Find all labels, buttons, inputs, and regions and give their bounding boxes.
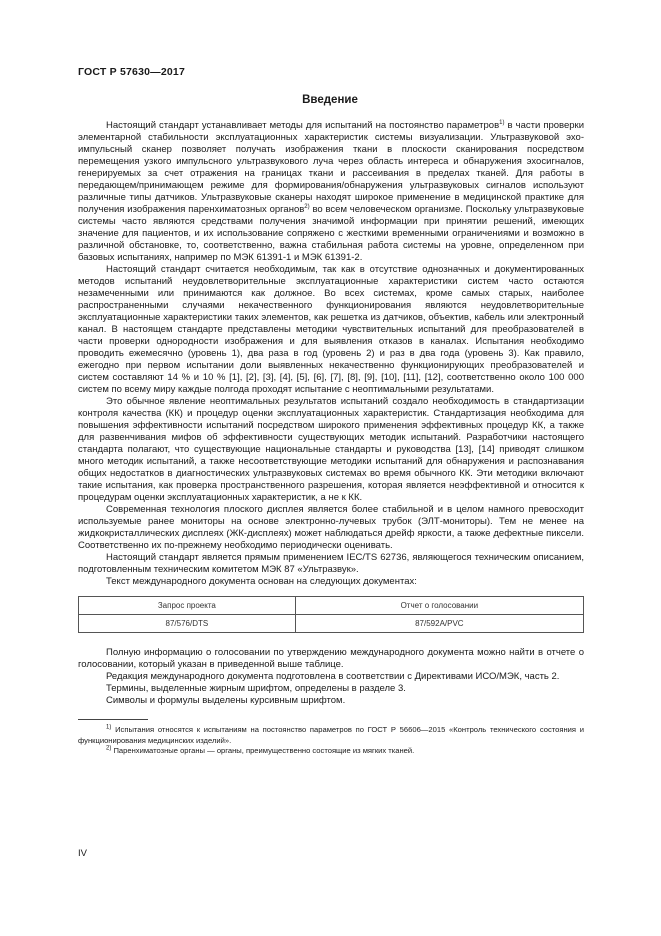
- footnote-mark: 2): [106, 745, 112, 752]
- paragraph-text: Настоящий стандарт устанавливает методы для испытаний на постоянство параметров: [106, 120, 500, 131]
- footnote-1: [78, 725, 584, 746]
- footnote-text: Паренхиматозные органы — органы, преимущественно состоящие из мягких тканей.: [111, 746, 415, 755]
- footnote-text: Испытания относятся к испытаниям на постоянство параметров по ГОСТ Р 56606—2015 «Контроль технического состояния и функционирования медицинских изделий».: [78, 725, 584, 745]
- table-cell: 87/576/DTS: [79, 615, 296, 633]
- footnote-ref-2[interactable]: 2): [304, 203, 310, 210]
- footnote-mark: 1): [106, 724, 112, 731]
- footnote-ref-1[interactable]: 1): [499, 119, 505, 126]
- paragraph-7: Полную информацию о голосовании по утверждению международного документа можно найти в отчете о голосовании, который указан в приведенной выше таблице.: [78, 647, 584, 670]
- paragraph-1: [78, 120, 584, 264]
- paragraph-8: Редакция международного документа подготовлена в соответствии с Директивами ИСО/МЭК, часть 2.: [106, 671, 560, 682]
- paragraph-2: Настоящий стандарт считается необходимым, так как в отсутствие однозначных и документированных методов испытаний неудовлетворительные эксплуатационные характеристики систем часто остаются незамеченными или принимаются как должное. Во всех системах, кроме самых старых, наиболее распространенными случаями некачественного функционирования являются неудовлетворительные эксплуатационные характеристики таких элементов, как решетка из датчиков, объектив, кабель или электронный канал. В настоящем стандарте представлены методики чувствительных испытаний для преобразователей в части проверки однородности изображения и для выявления отказов в каналах. Испытания необходимо проводить ежемесячно (уровень 1), два раза в год (уровень 2) и раз в два года (уровень 3). Как правило, ежегодно при первом испытании доли выявленных некачественно функционирующих преобразователей и систем составляют 14 % и 10 % [1], [2], [3], [4], [5], [6], [7], [8], [9], [10], [11], [12], соответственно около 100 000 систем по всему миру каждые полгода проходят испытание с неоптимальными результатами.: [78, 264, 584, 395]
- paragraph-9: Термины, выделенные жирным шрифтом, определены в разделе 3.: [106, 683, 406, 694]
- paragraph-text: в части проверки элементарной стабильности эксплуатационных характеристик системы визуализации. Ультразвуковой эхо-импульсный сканер позволяет получать изображения ткани в плоскости сканирования посредством перемещения узкого импульсного ультразвукового луча через область интереса и обнаружения эхосигналов, генерируемых за счет отражения на границах ткани и рассеивания в пределах тканей. Для работы в передающем/принимающем режиме для формирования/обнаружения ультразвуковых сигналов используют различные типы датчиков. Ультразвуковые сканеры находят широкое применение в медицинской практике для получения изображения паренхиматозных органов: [78, 120, 584, 215]
- footnote-divider: [78, 719, 148, 720]
- page-number: IV: [78, 848, 87, 859]
- paragraph-4: Современная технология плоского дисплея является более стабильной и в целом намного превосходит используемые ранее мониторы на основе электронно-лучевых трубок (ЭЛТ-мониторы). Тем не менее на жидкокристаллических дисплеях (ЖК-дисплеях) может наблюдаться дрейф яркости, а также дефектные пиксели. Соответственно их по-прежнему необходимо периодически оценивать.: [78, 504, 584, 551]
- table-header-cell: Отчет о голосовании: [295, 597, 583, 615]
- footnote-2: [78, 746, 584, 757]
- standard-designation: ГОСТ Р 57630—2017: [78, 66, 186, 78]
- documents-table: [78, 596, 584, 633]
- paragraph-6: Текст международного документа основан на следующих документах:: [106, 576, 417, 587]
- paragraph-text: во всем человеческом организме. Поскольку ультразвуковые системы часто являются средствами получения значимой информации при принятии решений, имеющих значение для пациентов, и их использование сопряжено с жесткими временными ограничениями и возможно в различной обстановке, то, соответственно, важна стабильная работа системы на уровне, определенном при базовых испытаниях, например по МЭК 61391-1 и МЭК 61391-2.: [78, 204, 585, 263]
- body-text: [78, 120, 584, 757]
- paragraph-3: Это обычное явление неоптимальных результатов испытаний создало необходимость в стандартизации контроля качества (КК) и процедур оценки эксплуатационных характеристик. Стандартизация необходима для повышения эффективности испытаний посредством широкого применения эффективных процедур КК, а также для развенчивания мифов об эффективности существующих методик испытаний. Разработчики настоящего стандарта полагают, что существующие национальные стандарты и руководства [13], [14] приводят слишком много методик испытаний, а также несоответствующие методики испытаний для обнаружения и распознавания общих недостатков в диагностических ультразвуковых системах во время обычного КК. Эти методики включают такие испытания, как проверка пространственного разрешения, которая является неэффективной и относится к процедурам оценки эксплуатационных характеристик, а не к КК.: [78, 396, 584, 503]
- table-header-row: [79, 597, 584, 615]
- table-row: [79, 615, 584, 633]
- paragraph-5: Настоящий стандарт является прямым применением IEC/TS 62736, являющегося техническим описанием, подготовленным техническим комитетом МЭК 87 «Ультразвук».: [78, 552, 584, 575]
- table-header-cell: Запрос проекта: [79, 597, 296, 615]
- paragraph-10: Символы и формулы выделены курсивным шрифтом.: [106, 695, 346, 706]
- page-title: Введение: [302, 94, 358, 106]
- table-cell: 87/592A/PVC: [295, 615, 583, 633]
